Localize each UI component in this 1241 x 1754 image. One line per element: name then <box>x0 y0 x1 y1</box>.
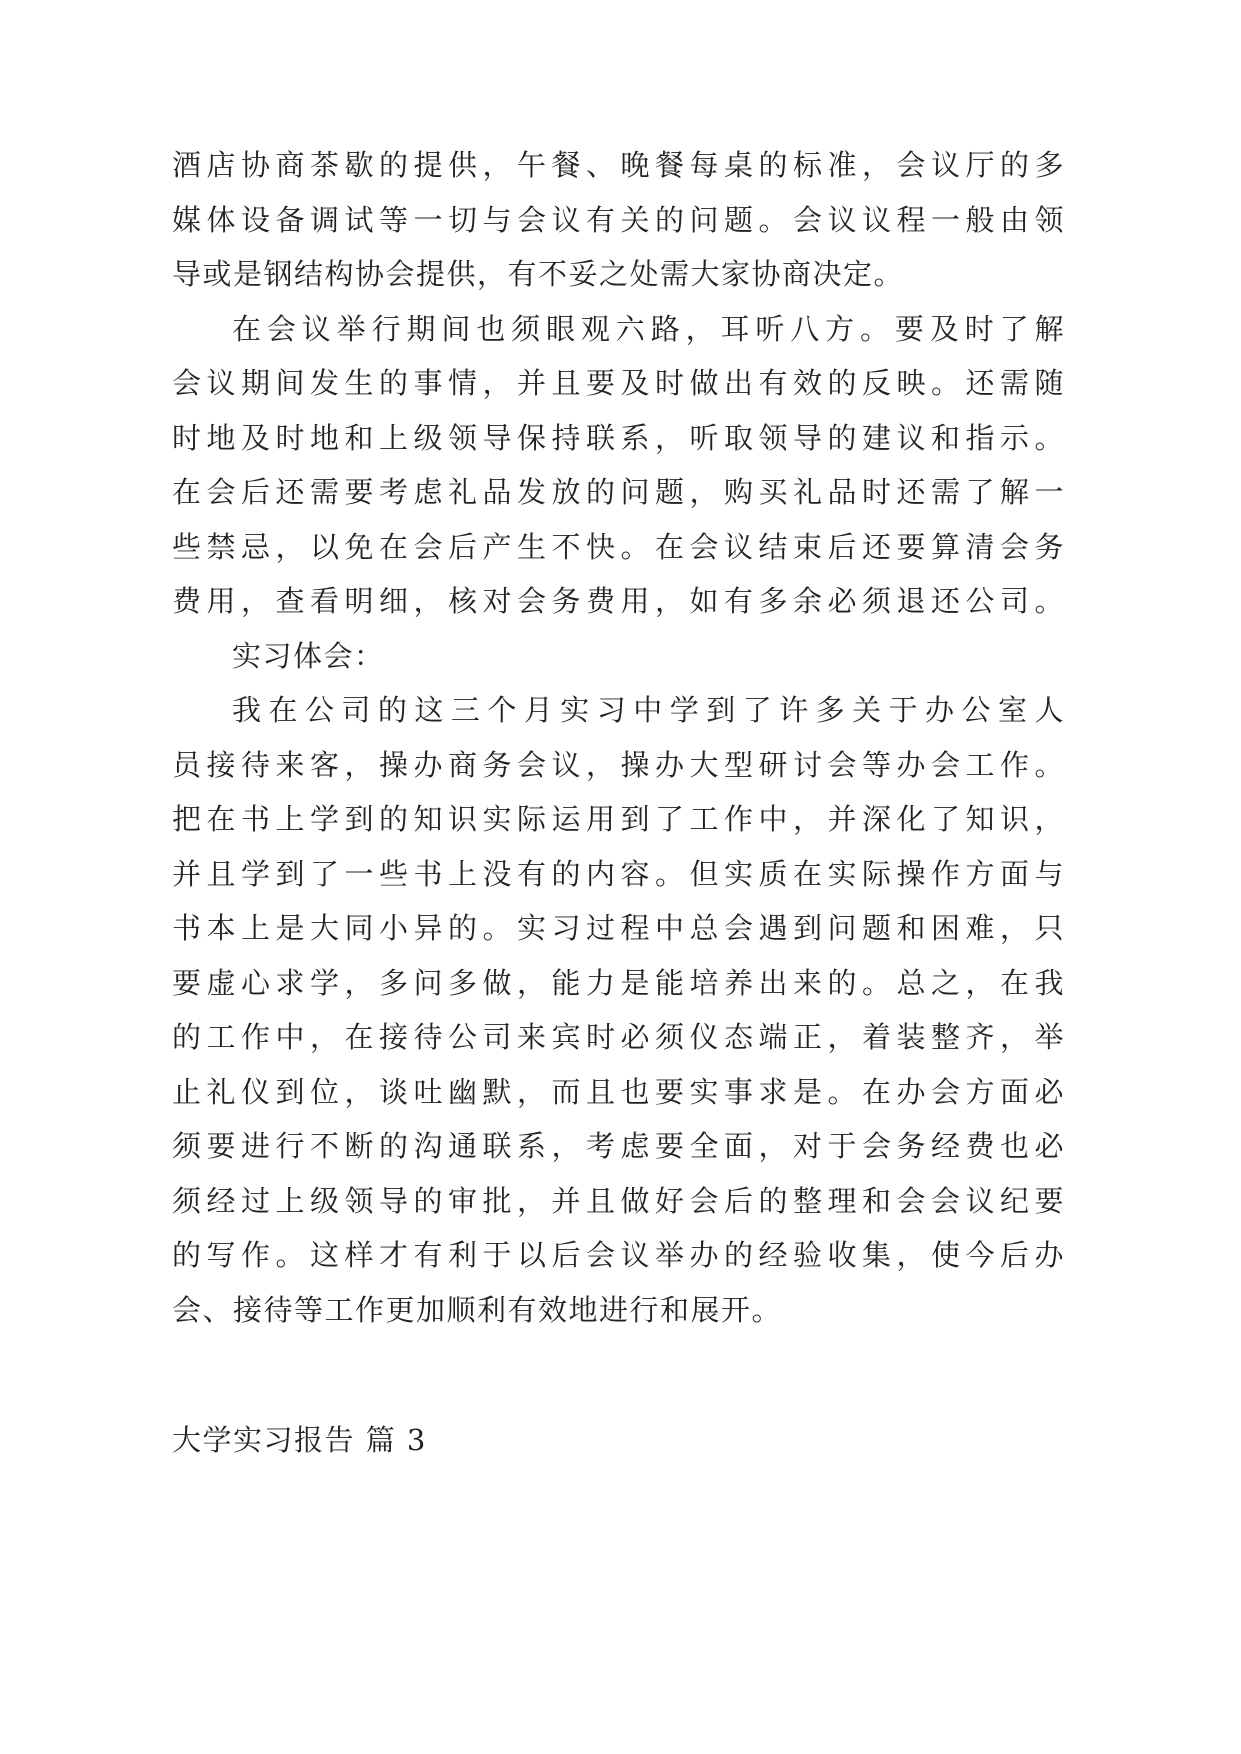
document-body <box>172 138 1065 1468</box>
text-line: 媒体设备调试等一切与会议有关的问题。会议议程一般由领 <box>172 202 1065 237</box>
section-heading: 大学实习报告 篇 3 <box>172 1423 427 1457</box>
paragraph-during-meeting <box>172 302 1065 629</box>
text-line: 会、接待等工作更加顺利有效地进行和展开。 <box>172 1292 783 1327</box>
text-line: 的写作。这样才有利于以后会议举办的经验收集，使今后办 <box>172 1238 1065 1272</box>
text-line: 并且学到了一些书上没有的内容。但实质在实际操作方面与 <box>172 856 1065 891</box>
subheading-internship-reflection: 实习体会： <box>232 638 385 673</box>
text-line: 我在公司的这三个月实习中学到了许多关于办公室人 <box>232 693 1065 727</box>
text-line: 费用，查看明细，核对会务费用，如有多余必须退还公司。 <box>172 584 1065 618</box>
text-line: 须要进行不断的沟通联系，考虑要全面，对于会务经费也必 <box>172 1129 1065 1163</box>
text-line: 须经过上级领导的审批，并且做好会后的整理和会会议纪要 <box>172 1183 1065 1218</box>
paragraph-reflection <box>172 683 1065 1337</box>
text-line: 在会后还需要考虑礼品发放的问题，购买礼品时还需了解一 <box>172 475 1065 509</box>
text-line: 要虚心求学，多问多做，能力是能培养出来的。总之，在我 <box>172 965 1065 1000</box>
text-line: 员接待来客，操办商务会议，操办大型研讨会等办会工作。 <box>172 747 1065 782</box>
text-line: 会议期间发生的事情，并且要及时做出有效的反映。还需随 <box>172 366 1065 400</box>
text-line: 些禁忌，以免在会后产生不快。在会议结束后还要算清会务 <box>172 529 1065 564</box>
text-line: 止礼仪到位，谈吐幽默，而且也要实事求是。在办会方面必 <box>172 1074 1065 1109</box>
text-line: 酒店协商茶歇的提供，午餐、晚餐每桌的标准，会议厅的多 <box>172 148 1065 182</box>
text-line: 把在书上学到的知识实际运用到了工作中，并深化了知识， <box>172 802 1065 836</box>
paragraph-subheading <box>172 629 1065 684</box>
text-line: 导或是钢结构协会提供，有不妥之处需大家协商决定。 <box>172 257 905 291</box>
text-line: 书本上是大同小异的。实习过程中总会遇到问题和困难，只 <box>172 911 1065 945</box>
text-line: 在会议举行期间也须眼观六路，耳听八方。要及时了解 <box>232 311 1065 346</box>
paragraph-venue-arrangements <box>172 138 1065 302</box>
text-line: 时地及时地和上级领导保持联系，听取领导的建议和指示。 <box>172 420 1065 455</box>
text-line: 的工作中，在接待公司来宾时必须仪态端正，着装整齐，举 <box>172 1020 1065 1054</box>
